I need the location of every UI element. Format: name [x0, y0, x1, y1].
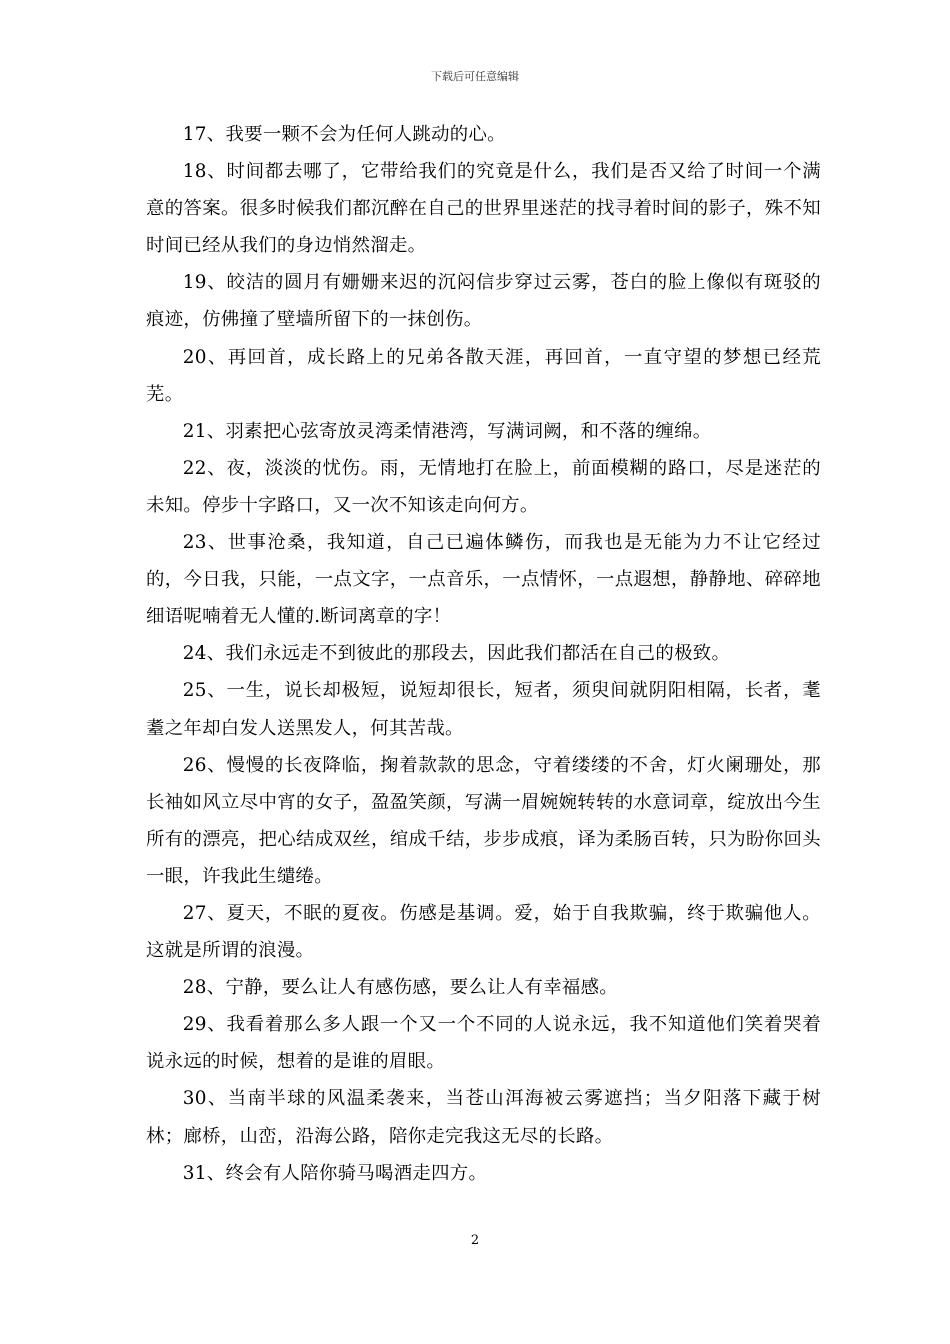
paragraph-27: 27、夏天，不眠的夏夜。伤感是基调。爱，始于自我欺骗，终于欺骗他人。这就是所谓的浪漫。	[146, 902, 821, 962]
paragraph-31: 31、终会有人陪你骑马喝酒走四方。	[182, 1162, 488, 1184]
paragraph-22: 22、夜，淡淡的忧伤。雨，无情地打在脸上，前面模糊的路口，尽是迷茫的未知。停步十字路口，又一次不知该走向何方。	[146, 457, 821, 516]
paragraph-17: 17、我要一颗不会为任何人跳动的心。	[182, 124, 506, 145]
paragraph-29: 29、我看着那么多人跟一个又一个不同的人说永远，我不知道他们笑着哭着说永远的时候，想着的是谁的眉眼。	[146, 1014, 821, 1073]
page-number: 2	[470, 1233, 480, 1248]
document-body	[146, 116, 821, 1192]
paragraph-26: 26、慢慢的长夜降临，掬着款款的思念，守着缕缕的不舍，灯火阑珊处，那长袖如风立尽中宵的女子，盈盈笑颜，写满一眉婉婉转转的水意词章，绽放出今生所有的漂亮，把心结成双丝，绾成千结，步步成痕，译为柔肠百转，只为盼你回头一眼，许我此生缱绻。	[146, 754, 821, 887]
paragraph-20: 20、再回首，成长路上的兄弟各散天涯，再回首，一直守望的梦想已经荒芜。	[146, 346, 821, 405]
paragraph-23: 23、世事沧桑，我知道，自己已遍体鳞伤，而我也是无能为力不让它经过的，今日我，只能，一点文字，一点音乐，一点情怀，一点遐想，静静地、碎碎地细语呢喃着无人懂的.断词离章的字！	[146, 532, 821, 628]
paragraph-25: 25、一生，说长却极短，说短却很长，短者，须臾间就阴阳相隔，长者，耄耋之年却白发人送黑发人，何其苦哉。	[146, 680, 821, 739]
paragraph-19: 19、皎洁的圆月有姗姗来迟的沉闷信步穿过云雾，苍白的脸上像似有斑驳的痕迹，仿佛撞了壁墙所留下的一抹创伤。	[146, 272, 821, 331]
paragraph-30: 30、当南半球的风温柔袭来，当苍山洱海被云雾遮挡；当夕阳落下藏于树林；廊桥，山峦，沿海公路，陪你走完我这无尽的长路。	[146, 1088, 821, 1147]
paragraph-28: 28、宁静，要么让人有感伤感，要么让人有幸福感。	[182, 977, 618, 999]
page-header: 下载后可任意编辑	[431, 70, 519, 83]
paragraph-24: 24、我们永远走不到彼此的那段去，因此我们都活在自己的极致。	[182, 643, 731, 665]
paragraph-21: 21、羽素把心弦寄放灵湾柔情港湾，写满词阙，和不落的缠绵。	[182, 420, 712, 442]
paragraph-18: 18、时间都去哪了，它带给我们的究竟是什么，我们是否又给了时间一个满意的答案。很多时候我们都沉醉在自己的世界里迷茫的找寻着时间的影子，殊不知时间已经从我们的身边悄然溜走。	[146, 161, 821, 257]
